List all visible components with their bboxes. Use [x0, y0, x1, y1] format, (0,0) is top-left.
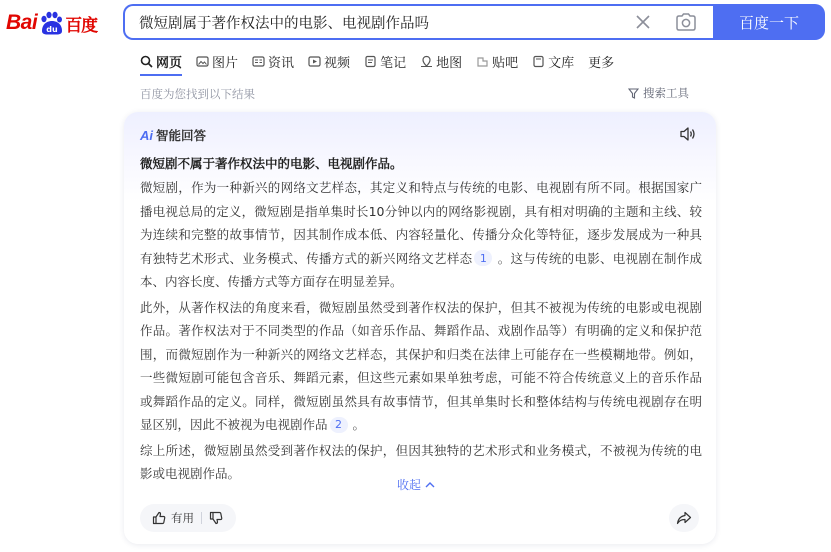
- tab-web[interactable]: [140, 50, 182, 72]
- baidu-logo[interactable]: [6, 8, 110, 38]
- tab-label: 贴吧: [492, 55, 519, 71]
- tab-label: 图片: [212, 55, 239, 71]
- map-icon: [420, 55, 433, 68]
- ai-answer-card: [124, 112, 716, 544]
- ai-answer-header: [140, 126, 206, 144]
- close-icon[interactable]: [635, 14, 651, 30]
- citation-badge[interactable]: 1: [474, 250, 492, 266]
- ai-paragraph: [140, 296, 702, 437]
- collapse-label: 收起: [397, 478, 422, 492]
- tab-label: 地图: [436, 55, 463, 71]
- citation-badge[interactable]: 2: [330, 417, 348, 433]
- news-icon: [252, 55, 265, 68]
- ai-logo-icon: Ai: [140, 127, 153, 143]
- ai-answer-title: 智能回答: [156, 128, 207, 143]
- thumbs-up-icon: [152, 511, 166, 525]
- share-button[interactable]: [669, 504, 699, 532]
- like-button[interactable]: [152, 510, 194, 526]
- speaker-icon[interactable]: [679, 126, 697, 142]
- image-icon: [196, 55, 209, 68]
- tab-library[interactable]: [532, 50, 574, 72]
- svg-text:du: du: [46, 25, 58, 34]
- chevron-up-icon: [425, 481, 435, 488]
- collapse-button[interactable]: [397, 476, 435, 493]
- tab-label: 视频: [324, 55, 351, 71]
- video-icon: [308, 55, 321, 68]
- tab-label: 更多: [588, 55, 615, 71]
- ai-paragraph-text: 此外，从著作权法的角度来看，微短剧虽然受到著作权法的保护，但其不被视为传统的电影或电视剧作品。著作权法对于不同类型的作品（如音乐作品、舞蹈作品、戏剧作品等）有明确的定义和保护范围，而微短剧作为一种新兴的网络文艺样态，其保护和归类在法律上可能存在一些模糊地带。例如，一些微短剧可能包含音乐、舞蹈元素，但这些元素如果单独考虑，可能不符合传统意义上的音乐作品或舞蹈作品的定义。同样，微短剧虽然具有故事情节，但其单集时长和整体结构与传统电视剧存在明显区别，因此不被视为电视剧作品: [140, 299, 702, 432]
- search-input[interactable]: [139, 6, 609, 38]
- thumbs-down-icon: [209, 511, 223, 525]
- logo-latin: Bai: [6, 11, 38, 34]
- tab-label: 文库: [548, 55, 575, 71]
- tab-tieba[interactable]: [476, 50, 518, 72]
- result-count: 百度为您找到以下结果: [140, 87, 255, 101]
- logo-chinese: 百度: [65, 15, 98, 36]
- ai-paragraph: [140, 176, 702, 294]
- search-tools-label: 搜索工具: [643, 86, 689, 100]
- search-tools-button[interactable]: [628, 85, 689, 101]
- tab-more[interactable]: [588, 50, 614, 72]
- ai-answer-body: [140, 176, 702, 488]
- divider: [201, 512, 202, 524]
- dislike-button[interactable]: [209, 511, 223, 525]
- tab-news[interactable]: [252, 50, 294, 72]
- ai-answer-headline: 微短剧不属于著作权法中的电影、电视剧作品。: [140, 156, 403, 171]
- tab-video[interactable]: [308, 50, 350, 72]
- tab-notes[interactable]: [364, 50, 406, 72]
- ai-paragraph-text: 。: [352, 417, 366, 432]
- ai-paragraph-text: 综上所述，微短剧虽然受到著作权法的保护，但因其独特的艺术形式和业务模式，不被视为传统的电影或电视剧作品。: [140, 442, 702, 481]
- note-icon: [364, 55, 377, 68]
- tab-map[interactable]: [420, 50, 462, 72]
- like-label: 有用: [171, 511, 194, 525]
- tab-label: 资讯: [268, 55, 295, 71]
- search-icon: [140, 55, 153, 68]
- search-box: [123, 4, 723, 40]
- feedback-bar: [140, 504, 236, 532]
- library-icon: [532, 55, 545, 68]
- search-button[interactable]: 百度一下: [713, 4, 825, 40]
- filter-icon: [628, 88, 639, 99]
- tieba-icon: [476, 55, 489, 68]
- share-icon: [676, 511, 692, 525]
- paw-icon: [38, 11, 64, 35]
- ai-paragraph-text: 微短剧，作为一种新兴的网络文艺样态，其定义和特点与传统的电影、电视剧有所不同。根据国家广播电视总局的定义，微短剧是指单集时长10分钟以内的网络影视剧，具有相对明确的主题和主线、较为连续和完整的故事情节，因其制作成本低、内容轻量化、传播分众化等特征，逐步发展成为一种具有独特艺术形式、业务模式、传播方式的新兴网络文艺样态: [140, 180, 702, 266]
- search-tabs: [140, 50, 628, 72]
- tab-label: 网页: [156, 55, 183, 71]
- ai-paragraph-text: 。这与传统的电影、电视剧在制作成本、内容长度、传播方式等方面存在明显差异。: [140, 250, 702, 289]
- camera-icon[interactable]: [675, 12, 697, 32]
- tab-label: 笔记: [380, 55, 407, 71]
- tab-images[interactable]: [196, 50, 238, 72]
